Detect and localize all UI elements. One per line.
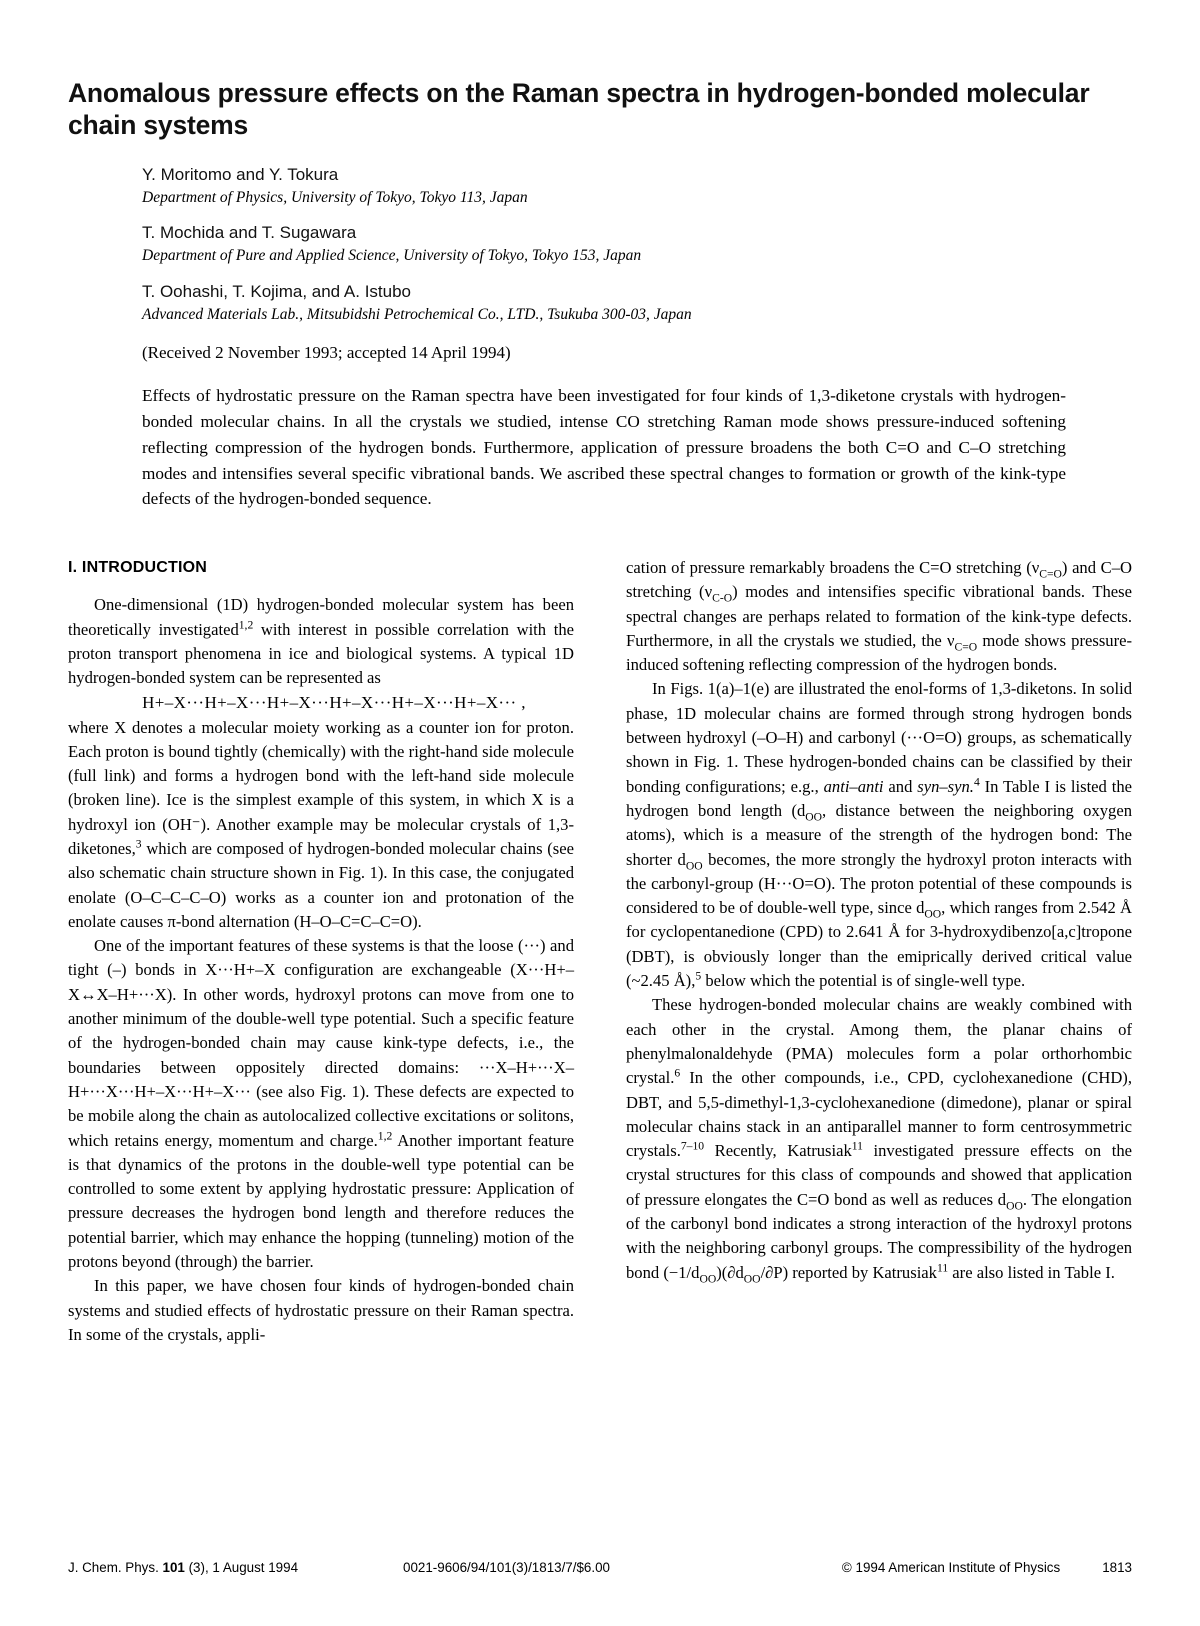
section-heading-introduction: I. INTRODUCTION xyxy=(68,559,207,576)
citation-ref: 5 xyxy=(695,969,702,983)
citation-ref: 7–10 xyxy=(680,1139,705,1153)
paragraph xyxy=(626,556,1132,677)
paragraph-text: becomes, the more strongly the hydroxyl proton interacts with the carbonyl-group (H···O=O). The proton potential of these compounds is considered to be of double-well type, since d xyxy=(626,849,1132,918)
paragraph-text: These hydrogen-bonded molecular chains are weakly combined with each other in the crystal. Among them, the planar chains of phenylmalonaldehyde (PMA) molecules form a polar orthorhombic crystal. xyxy=(626,995,1132,1088)
author-names: T. Mochida and T. Sugawara xyxy=(142,223,357,243)
paragraph-text: below which the potential is of single-well type. xyxy=(701,971,1026,991)
paragraph-text: In Table I is listed the hydrogen bond length (d xyxy=(626,776,1132,820)
footer-copyright-block xyxy=(703,1560,1132,1575)
journal-name: J. Chem. Phys. xyxy=(68,1560,163,1575)
paragraph-text: Another important feature is that dynamics of the protons in the double-well type potential can be controlled to some extent by applying hydrostatic pressure: Application of pressure decreases the hydrogen bond length and therefore reduces the potential barrier, which may enhance the hopping (tunneling) motion of the protons beyond (through) the barrier. xyxy=(68,1130,574,1272)
paragraph xyxy=(626,677,1132,993)
citation-ref: 3 xyxy=(135,837,142,851)
author-affiliation: Department of Physics, University of Tokyo, Tokyo 113, Japan xyxy=(142,188,528,206)
citation-ref: 11 xyxy=(851,1139,863,1153)
paragraph xyxy=(68,593,574,690)
citation-ref: 6 xyxy=(674,1066,681,1080)
paragraph-text: )(∂d xyxy=(716,1262,744,1282)
paragraph xyxy=(68,934,574,1274)
distance-subscript: OO xyxy=(1006,1199,1023,1213)
body-columns xyxy=(68,556,1132,1476)
distance-subscript: OO xyxy=(743,1271,761,1285)
right-column xyxy=(626,556,1132,1476)
distance-subscript: OO xyxy=(699,1271,717,1285)
author-names: T. Oohashi, T. Kojima, and A. Istubo xyxy=(142,282,412,302)
authors-block xyxy=(142,164,1132,366)
citation-ref: 4 xyxy=(973,775,980,789)
author-group xyxy=(142,222,1132,267)
paragraph-text: cation of pressure remarkably broadens the C=O stretching (ν xyxy=(626,558,1040,577)
paragraph-text: are also listed in Table I. xyxy=(948,1262,1115,1282)
paragraph xyxy=(626,993,1132,1285)
author-affiliation: Advanced Materials Lab., Mitsubidshi Petrochemical Co., LTD., Tsukuba 300-03, Japan xyxy=(142,306,692,324)
paragraph-text: , which ranges from 2.542 Å for cyclopentanedione (CPD) to 2.641 Å for 3-hydroxydibenzo[a,c]tropone (DBT), is obviously longer than the emiprically derived critical value (~2.45 Å), xyxy=(626,898,1132,991)
paragraph-text: In Figs. 1(a)–1(e) are illustrated the enol-forms of 1,3-diketons. In solid phase, 1D molecular chains are formed through strong hydrogen bonds between hydroxyl (–O–H) and carbonyl (···O=O) groups, as schematically shown in Fig. 1. These hydrogen-bonded chains can be classified by their bonding configurations; e.g., xyxy=(626,679,1132,796)
copyright-notice: © 1994 American Institute of Physics xyxy=(841,1560,1061,1575)
received-date: (Received 2 November 1993; accepted 14 April 1994) xyxy=(142,343,511,363)
abstract: Effects of hydrostatic pressure on the Raman spectra have been investigated for four kinds of 1,3-diketone crystals with hydrogen-bonded molecular chains. In all the crystals we studied, intense CO stretching Raman mode shows pressure-induced softening reflecting compression of the hydrogen bonds. Furthermore, application of pressure broadens the both C=O and C–O stretching modes and intensifies several specific vibrational bands. We ascribed these spectral changes to formation or growth of the kink-type defects of the hydrogen-bonded sequence. xyxy=(142,386,1066,509)
paragraph-text: One of the important features of these systems is that the loose (···) and tight (–) bonds in X···H+–X configuration are exchangeable (X···H+–X↔X–H+···X). In other words, hydroxyl protons can move from one to another minimum of the double-well type potential. Such a specific feature of the hydrogen-bonded chain may cause kink-type defects, i.e., the boundaries between oppositely directed domains: ···X–H+···X–H+···X···H+–X···H+–X··· (see also Fig. 1). These defects are expected to be mobile along the chain as autolocalized collective excitations or solitons, which retains energy, momentum and charge. xyxy=(68,936,574,1150)
citation-ref: 11 xyxy=(936,1261,949,1275)
chain-equation: H+–X···H+–X···H+–X···H+–X···H+–X···H+–X··· , xyxy=(142,692,526,712)
paragraph-text: Recently, Katrusiak xyxy=(704,1141,852,1161)
emphasis-text: anti–anti xyxy=(823,776,884,796)
emphasis-text: syn–syn. xyxy=(917,776,974,796)
mode-subscript: C-O xyxy=(712,591,733,605)
paragraph-text: mode shows pressure-induced softening reflecting compression of the hydrogen bonds. xyxy=(626,630,1132,675)
mode-subscript: C=O xyxy=(954,640,978,654)
paragraph-text: In the other compounds, i.e., CPD, cyclohexanedione (CHD), DBT, and 5,5-dimethyl-1,3-cyclohexanedione (dimedone), planar or spiral molecular chains stack in an antiparallel manner to form centrosymmetric crystals. xyxy=(626,1068,1132,1161)
author-group xyxy=(142,164,1132,209)
page-footer xyxy=(68,1560,1132,1575)
author-names: Y. Moritomo and Y. Tokura xyxy=(142,164,339,184)
citation-ref: 1,2 xyxy=(377,1129,393,1143)
paragraph-text: with interest in possible correlation with the proton transport phenomena in ice and biological systems. A typical 1D hydrogen-bonded system can be represented as xyxy=(68,619,574,688)
paragraph-text: investigated pressure effects on the crystal structures for this class of compounds and showed that application of pressure elongates the C=O bond as well as reduces d xyxy=(626,1141,1132,1209)
paragraph-text: , distance between the neighboring oxygen atoms), which is a measure of the strength of the hydrogen bond: The shorter d xyxy=(626,800,1132,869)
distance-subscript: OO xyxy=(924,907,942,921)
citation-ref: 1,2 xyxy=(238,618,254,632)
paragraph-text: and xyxy=(883,776,918,796)
paragraph-text: One-dimensional (1D) hydrogen-bonded molecular system has been theoretically investigated xyxy=(68,595,574,639)
paragraph-text: ) and C–O stretching (ν xyxy=(626,558,1132,602)
paragraph-text: which are composed of hydrogen-bonded molecular chains (see also schematic chain structure shown in Fig. 1). In this case, the conjugated enolate (O–C–C–C–O) works as a counter ion and protonation of the enolate causes π-bond alternation (H–O–C=C–C=O). xyxy=(68,839,574,931)
article-header xyxy=(68,78,1132,512)
footer-journal-citation xyxy=(68,1560,403,1575)
author-group xyxy=(142,281,1132,326)
paragraph-text: where X denotes a molecular moiety working as a counter ion for proton. Each proton is bound tightly (chemically) with the right-hand side molecule (full link) and forms a hydrogen bond with the left-hand side molecule (broken line). Ice is the simplest example of this system, in which X is a hydroxyl ion (OH⁻). Another example may be molecular crystals of 1,3-diketones, xyxy=(68,717,574,858)
page-number: 1813 xyxy=(1102,1560,1132,1575)
distance-subscript: OO xyxy=(685,858,703,872)
paragraph: In this paper, we have chosen four kinds of hydrogen-bonded chain systems and studied effects of hydrostatic pressure on their Raman spectra. In some of the crystals, appli- xyxy=(68,1276,574,1344)
distance-subscript: OO xyxy=(805,810,823,824)
author-affiliation: Department of Pure and Applied Science, University of Tokyo, Tokyo 153, Japan xyxy=(142,247,642,265)
paragraph-text: /∂P) reported by Katrusiak xyxy=(760,1262,937,1282)
paragraph-text: ) modes and intensifies specific vibrational bands. These spectral changes are perhaps related to formation of the kink-type defects. Furthermore, in all the crystals we studied, the ν xyxy=(626,582,1132,650)
page-title: Anomalous pressure effects on the Raman spectra in hydrogen-bonded molecular chain systems xyxy=(68,78,1090,140)
left-column xyxy=(68,556,574,1476)
paragraph xyxy=(68,716,574,935)
journal-volume: 101 xyxy=(162,1560,185,1575)
journal-issue-date: (3), 1 August 1994 xyxy=(184,1560,299,1575)
paragraph-text: . The elongation of the carbonyl bond indicates a strong interaction of the hydroxyl protons with the neighboring carbonyl groups. The compressibility of the hydrogen bond (−1/d xyxy=(626,1189,1132,1282)
mode-subscript: C=O xyxy=(1039,567,1062,581)
footer-article-code: 0021-9606/94/101(3)/1813/7/$6.00 xyxy=(403,1560,610,1575)
